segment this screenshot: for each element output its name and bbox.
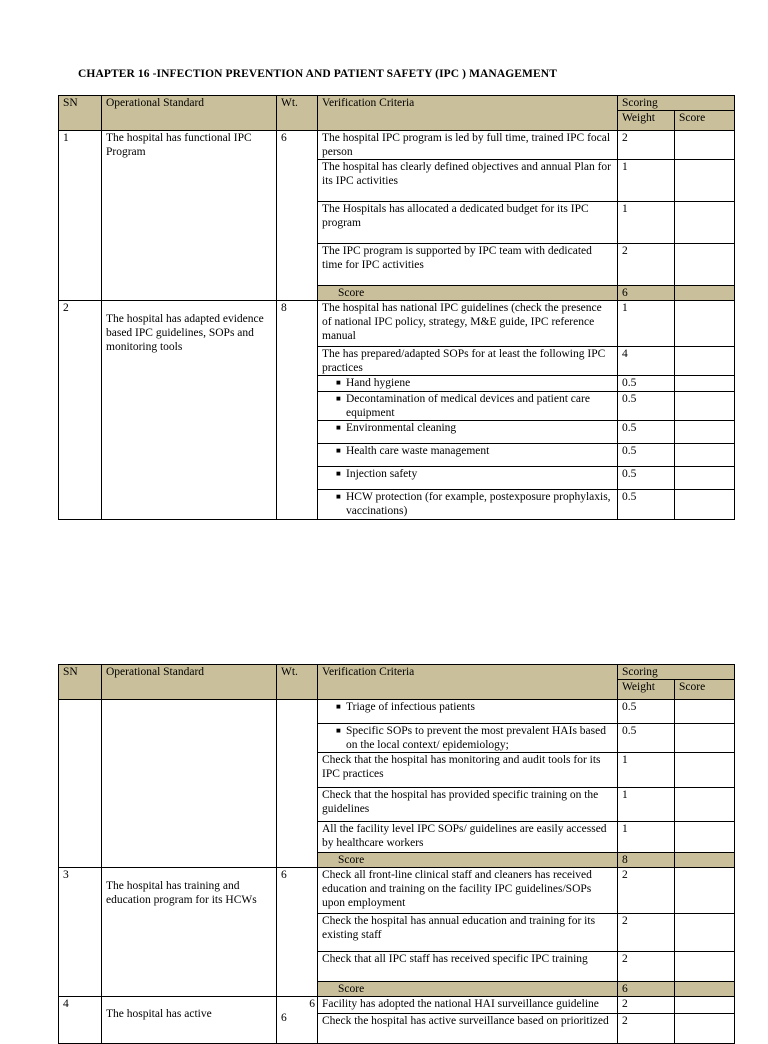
bullet-text: Health care waste management <box>346 445 490 457</box>
criteria-row: Check that the hospital has provided specific training on the guidelines <box>318 788 618 822</box>
weight-cell: 2 <box>618 952 675 982</box>
score-cell <box>675 490 735 520</box>
criteria-row: The hospital IPC program is led by full time, trained IPC focal person <box>318 131 618 160</box>
sn-1: 1 <box>59 131 102 301</box>
sn-2: 2 <box>59 301 102 520</box>
bullet-item <box>318 490 618 520</box>
score-cell <box>675 444 735 467</box>
bullet-item <box>318 724 618 753</box>
bullet-icon: ■ <box>336 378 341 387</box>
header-weight: Weight <box>618 111 675 131</box>
score-label: Score <box>318 853 618 868</box>
criteria-row: All the facility level IPC SOPs/ guidelines are easily accessed by healthcare workers <box>318 822 618 853</box>
score-total: 6 <box>618 286 675 301</box>
score-cell <box>675 753 735 788</box>
score-empty <box>675 853 735 868</box>
bullet-item <box>318 444 618 467</box>
weight-cell: 1 <box>618 202 675 244</box>
bullet-text: Specific SOPs to prevent the most prevalent HAIs based on the local context/ epidemiology; <box>346 725 606 751</box>
weight-cell: 1 <box>618 160 675 202</box>
bullet-icon: ■ <box>336 394 341 403</box>
weight-cell: 0.5 <box>618 421 675 444</box>
score-cell <box>675 997 735 1014</box>
standard-3: The hospital has training and education program for its HCWs <box>102 868 277 997</box>
bullet-icon: ■ <box>336 423 341 432</box>
bullet-icon: ■ <box>336 446 341 455</box>
weight-cell: 1 <box>618 753 675 788</box>
standard-4: The hospital has active <box>102 997 277 1044</box>
header-standard: Operational Standard <box>102 96 277 131</box>
score-label: Score <box>318 286 618 301</box>
criteria-row: The IPC program is supported by IPC team with dedicated time for IPC activities <box>318 244 618 286</box>
weight-cell: 2 <box>618 1014 675 1044</box>
weight-cell: 4 <box>618 347 675 376</box>
weight-cell: 2 <box>618 997 675 1014</box>
criteria-row: Check the hospital has annual education and training for its existing staff <box>318 914 618 952</box>
weight-cell: 1 <box>618 788 675 822</box>
score-cell <box>675 1014 735 1044</box>
bullet-text: Injection safety <box>346 468 418 480</box>
ipc-table-part2 <box>58 664 735 1044</box>
weight-cell: 0.5 <box>618 724 675 753</box>
weight-cell: 0.5 <box>618 490 675 520</box>
criteria-row: The hospital has national IPC guidelines (check the presence of national IPC policy, strategy, M&E guide, IPC reference manual <box>318 301 618 347</box>
score-cell <box>675 952 735 982</box>
bullet-text: Decontamination of medical devices and patient care equipment <box>346 393 590 419</box>
score-cell <box>675 467 735 490</box>
score-total: 6 <box>618 982 675 997</box>
weight-cell: 0.5 <box>618 700 675 724</box>
bullet-icon: ■ <box>336 702 341 711</box>
bullet-item <box>318 392 618 421</box>
header-criteria: Verification Criteria <box>318 96 618 131</box>
bullet-icon: ■ <box>336 469 341 478</box>
score-cell <box>675 868 735 914</box>
weight-cell: 2 <box>618 868 675 914</box>
bullet-item <box>318 700 618 724</box>
score-cell <box>675 788 735 822</box>
bullet-icon: ■ <box>336 726 341 735</box>
sn-3: 3 <box>59 868 102 997</box>
criteria-row: Check all front-line clinical staff and cleaners has received education and training on the facility IPC guidelines/SOPs upon employment <box>318 868 618 914</box>
wt-4-b: 6 <box>281 1012 287 1024</box>
standard-2: The hospital has adapted evidence based IPC guidelines, SOPs and monitoring tools <box>102 301 277 520</box>
score-label: Score <box>318 982 618 997</box>
header-score: Score <box>675 680 735 700</box>
wt-3: 6 <box>277 868 318 997</box>
wt-cont <box>277 700 318 868</box>
page-title: CHAPTER 16 -INFECTION PREVENTION AND PATIENT SAFETY (IPC ) MANAGEMENT <box>78 68 557 80</box>
criteria-row: Check that the hospital has monitoring and audit tools for its IPC practices <box>318 753 618 788</box>
bullet-text: HCW protection (for example, postexposure prophylaxis, vaccinations) <box>346 491 611 517</box>
score-cell <box>675 244 735 286</box>
header-scoring: Scoring <box>618 96 735 111</box>
score-cell <box>675 392 735 421</box>
ipc-table-part1 <box>58 95 735 520</box>
weight-cell: 2 <box>618 131 675 160</box>
criteria-row: The has prepared/adapted SOPs for at least the following IPC practices <box>318 347 618 376</box>
weight-cell: 1 <box>618 301 675 347</box>
sn-4: 4 <box>59 997 102 1044</box>
score-empty <box>675 286 735 301</box>
wt-4 <box>277 997 318 1044</box>
bullet-item <box>318 421 618 444</box>
wt-2: 8 <box>277 301 318 520</box>
score-cell <box>675 202 735 244</box>
sn-cont <box>59 700 102 868</box>
criteria-row: The hospital has clearly defined objectives and annual Plan for its IPC activities <box>318 160 618 202</box>
bullet-item <box>318 376 618 392</box>
wt-4-a: 6 <box>309 998 315 1010</box>
bullet-text: Hand hygiene <box>346 377 411 389</box>
header-wt: Wt. <box>277 96 318 131</box>
weight-cell: 0.5 <box>618 392 675 421</box>
score-cell <box>675 131 735 160</box>
score-empty <box>675 982 735 997</box>
criteria-row: The Hospitals has allocated a dedicated budget for its IPC program <box>318 202 618 244</box>
weight-cell: 1 <box>618 822 675 853</box>
header-criteria: Verification Criteria <box>318 665 618 700</box>
standard-1: The hospital has functional IPC Program <box>102 131 277 301</box>
header-wt: Wt. <box>277 665 318 700</box>
criteria-row: Check that all IPC staff has received specific IPC training <box>318 952 618 982</box>
header-sn: SN <box>59 96 102 131</box>
header-weight: Weight <box>618 680 675 700</box>
score-cell <box>675 376 735 392</box>
score-cell <box>675 421 735 444</box>
score-cell <box>675 822 735 853</box>
header-standard: Operational Standard <box>102 665 277 700</box>
score-cell <box>675 724 735 753</box>
bullet-item <box>318 467 618 490</box>
weight-cell: 2 <box>618 244 675 286</box>
criteria-row: Facility has adopted the national HAI surveillance guideline <box>318 997 618 1014</box>
bullet-icon: ■ <box>336 492 341 501</box>
weight-cell: 0.5 <box>618 467 675 490</box>
header-scoring: Scoring <box>618 665 735 680</box>
score-cell <box>675 700 735 724</box>
weight-cell: 0.5 <box>618 444 675 467</box>
score-cell <box>675 160 735 202</box>
weight-cell: 0.5 <box>618 376 675 392</box>
weight-cell: 2 <box>618 914 675 952</box>
bullet-text: Triage of infectious patients <box>346 701 475 713</box>
score-cell <box>675 914 735 952</box>
bullet-text: Environmental cleaning <box>346 422 457 434</box>
header-score: Score <box>675 111 735 131</box>
criteria-row: Check the hospital has active surveillance based on prioritized <box>318 1014 618 1044</box>
score-cell <box>675 347 735 376</box>
header-sn: SN <box>59 665 102 700</box>
score-total: 8 <box>618 853 675 868</box>
score-cell <box>675 301 735 347</box>
standard-cont <box>102 700 277 868</box>
wt-1: 6 <box>277 131 318 301</box>
